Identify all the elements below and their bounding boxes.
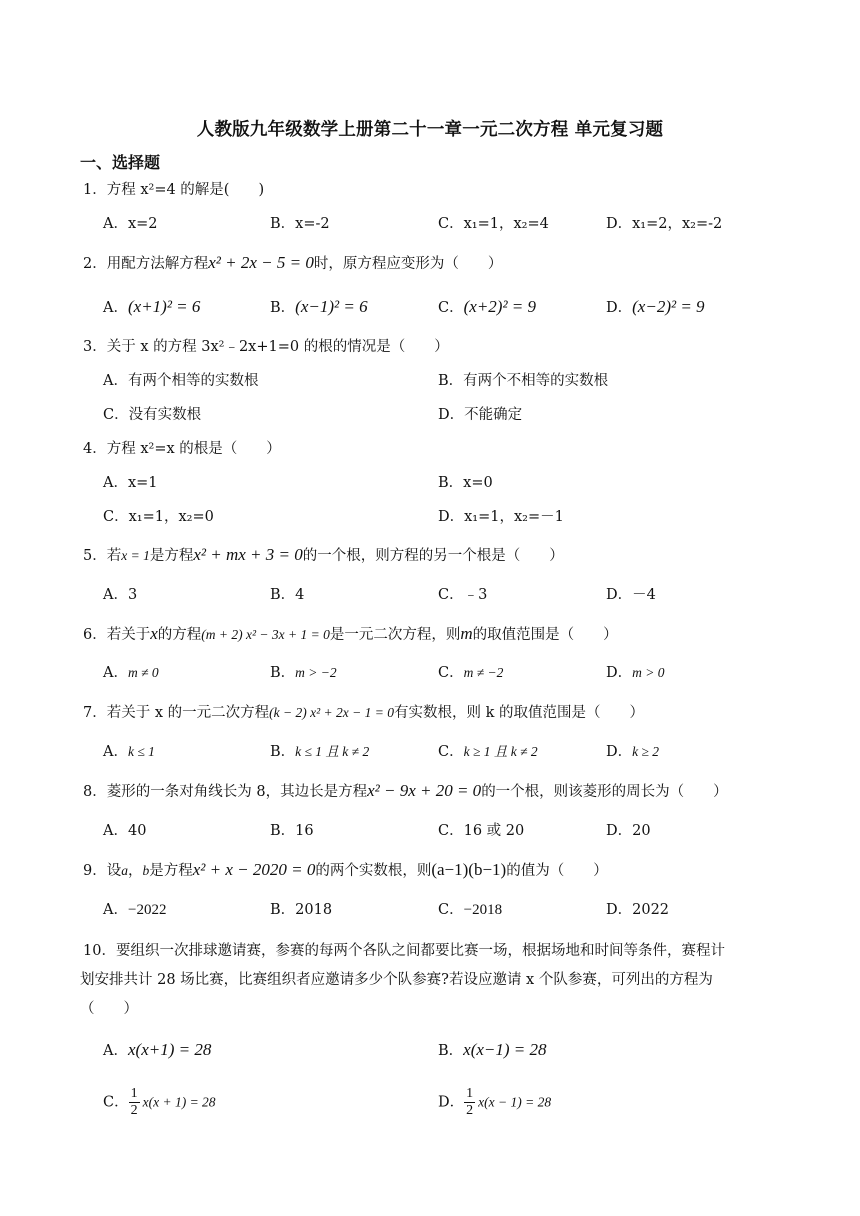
q9-option-c	[438, 900, 502, 920]
document-title: 人教版九年级数学上册第二十一章一元二次方程 单元复习题	[196, 120, 664, 140]
q10-option-c-label: C．	[103, 1094, 129, 1111]
q6-text-mid: 的方程	[157, 627, 202, 643]
q10-option-b-math: x(x−1) = 28	[463, 1040, 547, 1059]
q4-option-c: C．x₁=1，x₂=0	[103, 509, 214, 525]
q6-variable-2: m	[460, 624, 473, 643]
q5-equation: x² + mx + 3 = 0	[193, 545, 303, 564]
q9-number: 9．	[83, 863, 107, 879]
q10-option-c	[103, 1086, 216, 1119]
q10-option-b	[438, 1040, 547, 1061]
q7-option-c-label: C．	[438, 744, 464, 760]
q9-text-mid: 是方程	[149, 863, 193, 879]
q5-condition: x = 1	[121, 548, 150, 563]
q6-variable: x	[150, 624, 158, 643]
q7-option-b	[270, 742, 369, 762]
q5-option-a: A．3	[103, 587, 138, 603]
q10-option-c-fraction	[129, 1086, 140, 1119]
q6-option-c-label: C．	[438, 665, 464, 681]
question-2-stem	[83, 253, 502, 274]
q6-option-d-label: D．	[606, 665, 633, 681]
question-9-stem	[83, 860, 608, 881]
q7-option-a-math: k ≤ 1	[127, 744, 155, 759]
q10-option-b-label: B．	[438, 1043, 464, 1059]
question-4-stem: 4．方程 x²=x 的根是（ ）	[83, 441, 281, 457]
q5-text-pre: 若	[106, 548, 122, 564]
q2-text-pre: 用配方法解方程	[106, 256, 209, 272]
q6-text-pre: 若关于	[106, 627, 151, 643]
q2-option-a	[103, 297, 200, 318]
q6-option-a-label: A．	[103, 665, 128, 681]
q9-option-a-label: A．	[103, 902, 128, 918]
question-8-stem	[83, 781, 728, 802]
q5-option-c: C．﹣3	[438, 587, 488, 603]
q9-option-a	[103, 900, 166, 920]
q8-option-a: A．40	[103, 823, 147, 839]
q10-option-c-denominator: 2	[130, 1103, 138, 1118]
q10-option-a-label: A．	[103, 1043, 128, 1059]
q6-option-b	[270, 663, 337, 683]
q7-equation: (k − 2) x² + 2x − 1 = 0	[269, 705, 394, 720]
q9-option-a-math: −2022	[127, 902, 167, 918]
q9-text-post: 的值为（ ）	[506, 863, 608, 879]
q6-option-d	[606, 663, 665, 683]
q8-equation: x² − 9x + 20 = 0	[367, 781, 482, 800]
q10-option-a-math: x(x+1) = 28	[127, 1040, 212, 1059]
q9-expression: (a−1)(b−1)	[431, 860, 507, 879]
question-6-stem	[83, 624, 618, 645]
q7-option-b-math: k ≤ 1 且 k ≠ 2	[295, 744, 370, 759]
question-1-stem: 1．方程 x²=4 的解是( )	[83, 182, 265, 198]
q8-option-b: B．16	[270, 823, 314, 839]
q8-text-post: 的一个根，则该菱形的周长为（ ）	[481, 784, 728, 800]
q6-option-b-label: B．	[270, 665, 296, 681]
question-10-line-3: （ ）	[80, 1001, 138, 1017]
q6-number: 6．	[83, 627, 107, 643]
q6-option-c	[438, 663, 503, 683]
q4-option-a: A．x=1	[103, 475, 158, 491]
q10-option-a	[103, 1040, 211, 1061]
q6-option-b-math: m > −2	[295, 665, 337, 680]
q7-option-d-math: k ≥ 2	[632, 744, 660, 759]
section-heading: 一、选择题	[80, 153, 161, 172]
question-3-stem: 3．关于 x 的方程 3x²﹣2x+1=0 的根的情况是（ ）	[83, 339, 449, 355]
q5-text-mid: 是方程	[149, 548, 194, 564]
q6-option-c-math: m ≠ −2	[463, 665, 504, 680]
q7-text-pre: 若关于 x 的一元二次方程	[106, 705, 270, 721]
q5-option-b: B．4	[270, 587, 305, 603]
q2-option-d-label: D．	[606, 300, 633, 316]
q4-option-d: D．x₁=1，x₂=－1	[438, 509, 564, 525]
q7-option-d-label: D．	[606, 744, 633, 760]
q2-option-d-math: (x−2)² = 9	[632, 297, 705, 316]
q10-option-c-numerator: 1	[130, 1086, 138, 1101]
q5-number: 5．	[83, 548, 107, 564]
q6-equation: (m + 2) x² − 3x + 1 = 0	[201, 627, 330, 642]
q9-option-b: B．2018	[270, 902, 333, 918]
q8-option-d: D．20	[606, 823, 651, 839]
q9-option-c-label: C．	[438, 902, 464, 918]
q7-option-b-label: B．	[270, 744, 296, 760]
q7-option-c	[438, 742, 538, 762]
question-10-line-1: 10．要组织一次排球邀请赛，参赛的每两个各队之间都要比赛一场，根据场地和时间等条件，赛程计	[83, 943, 725, 959]
q9-text-mid2: 的两个实数根，则	[315, 863, 432, 879]
q2-option-c-label: C．	[438, 300, 464, 316]
q10-option-d-denominator: 2	[466, 1103, 474, 1118]
q10-option-d-fraction	[464, 1086, 475, 1119]
q7-option-a-label: A．	[103, 744, 128, 760]
q1-option-b: B．x=-2	[270, 216, 330, 232]
q2-equation: x² + 2x − 5 = 0	[208, 253, 314, 272]
q2-option-c	[438, 297, 536, 318]
q2-option-a-label: A．	[103, 300, 128, 316]
q7-option-c-math: k ≥ 1 且 k ≠ 2	[463, 744, 538, 759]
q10-option-c-math: x(x + 1) = 28	[142, 1094, 216, 1110]
q3-option-a: A．有两个相等的实数根	[103, 373, 259, 389]
q3-option-d: D．不能确定	[438, 407, 523, 423]
q6-text-mid2: 是一元二次方程，则	[329, 627, 461, 643]
q9-option-c-math: −2018	[463, 902, 503, 918]
q10-option-d-label: D．	[438, 1094, 465, 1111]
q6-option-d-math: m > 0	[632, 665, 665, 680]
q5-text-post: 的一个根，则方程的另一个根是（ ）	[302, 548, 564, 564]
q1-option-c: C．x₁=1，x₂=4	[438, 216, 549, 232]
q8-number: 8．	[83, 784, 107, 800]
q3-option-c: C．没有实数根	[103, 407, 202, 423]
question-7-stem	[83, 703, 644, 723]
q7-option-a	[103, 742, 155, 762]
q1-option-d: D．x₁=2，x₂=-2	[606, 216, 723, 232]
q2-option-d	[606, 297, 705, 318]
q6-text-post: 的取值范围是（ ）	[472, 627, 618, 643]
q2-option-b-label: B．	[270, 300, 296, 316]
question-10-line-2: 划安排共计 28 场比赛，比赛组织者应邀请多少个队参赛?若设应邀请 x 个队参赛，可列出的方程为	[80, 972, 713, 988]
q8-option-c: C．16 或 20	[438, 823, 525, 839]
q9-var-a: a	[121, 863, 128, 878]
q9-text-pre: 设	[106, 863, 122, 879]
q2-option-a-math: (x+1)² = 6	[127, 297, 201, 316]
q9-option-d: D．2022	[606, 902, 670, 918]
q2-option-b	[270, 297, 368, 318]
q10-option-d-numerator: 1	[466, 1086, 474, 1101]
q6-option-a	[103, 663, 159, 683]
q6-option-a-math: m ≠ 0	[127, 665, 159, 680]
question-5-stem	[83, 545, 564, 566]
q3-option-b: B．有两个不相等的实数根	[438, 373, 609, 389]
q10-option-d-math: x(x − 1) = 28	[478, 1094, 552, 1110]
q2-text-post: 时，原方程应变形为（ ）	[313, 256, 503, 272]
q2-option-c-math: (x+2)² = 9	[463, 297, 537, 316]
q4-option-b: B．x=0	[438, 475, 493, 491]
q8-text-pre: 菱形的一条对角线长为 8，其边长是方程	[106, 784, 368, 800]
q7-number: 7．	[83, 705, 107, 721]
q2-option-b-math: (x−1)² = 6	[295, 297, 368, 316]
q1-option-a: A．x=2	[103, 216, 158, 232]
q2-number: 2．	[83, 256, 107, 272]
q9-separator: ，	[127, 863, 143, 879]
q9-equation: x² + x − 2020 = 0	[192, 860, 316, 879]
q9-var-b: b	[142, 863, 150, 878]
q7-option-d	[606, 742, 659, 762]
q5-option-d: D．－4	[606, 587, 656, 603]
q7-text-post: 有实数根，则 k 的取值范围是（ ）	[393, 705, 644, 721]
q10-option-d	[438, 1086, 551, 1119]
